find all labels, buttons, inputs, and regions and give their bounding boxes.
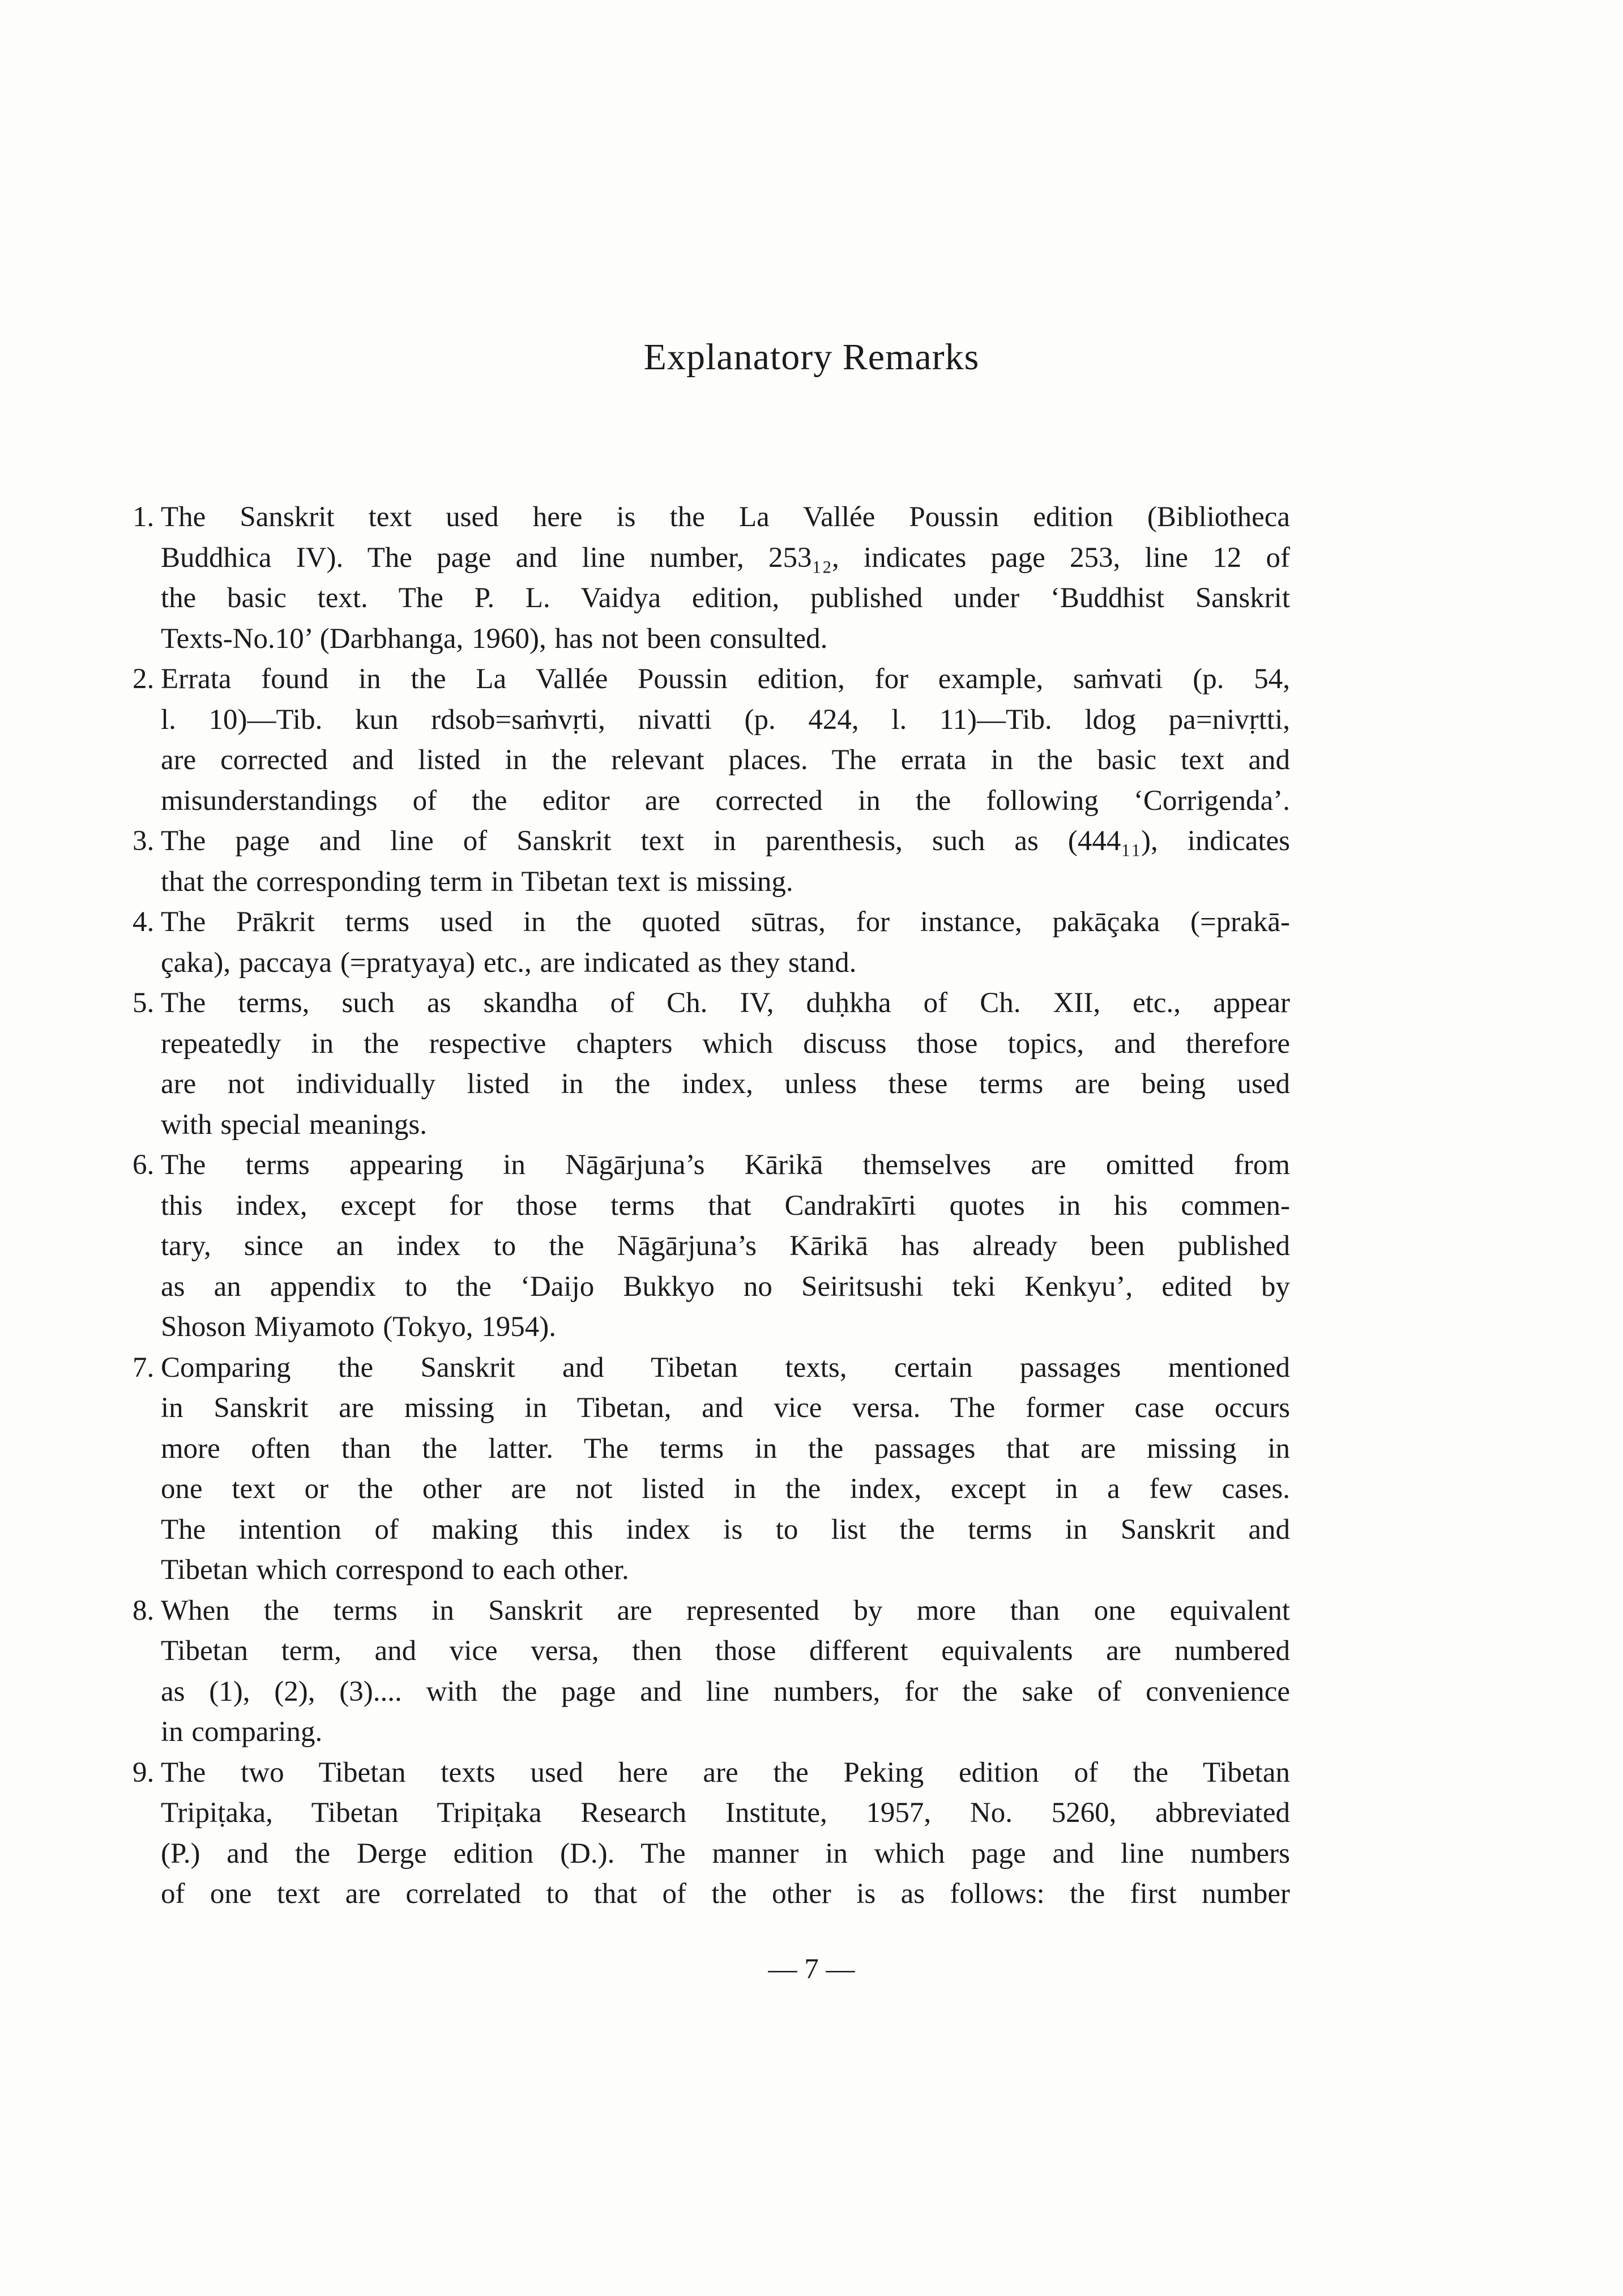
remark-line: with special meanings. bbox=[161, 1108, 427, 1141]
remark-line: çaka), paccaya (=pratyaya) etc., are indicated as they stand. bbox=[161, 946, 857, 979]
remark-line: in comparing. bbox=[161, 1716, 323, 1748]
remark-line: as (1), (2), (3).... with the page and line numbers, for the sake of convenience bbox=[161, 1675, 1290, 1708]
remark-number: 1. bbox=[133, 501, 155, 533]
remark-line: The Prākrit terms used in the quoted sūtras, for instance, pakāçaka (=prakā- bbox=[161, 906, 1290, 938]
remark-line: The terms appearing in Nāgārjuna’s Kārikā themselves are omitted from bbox=[161, 1149, 1290, 1181]
page-title: Explanatory Remarks bbox=[643, 336, 980, 378]
remark-line: are not individually listed in the index, unless these terms are being used bbox=[161, 1068, 1290, 1100]
remark-number: 3. bbox=[133, 825, 155, 857]
remark-item-6 bbox=[133, 1145, 1290, 1348]
remark-line: Tibetan term, and vice versa, then those different equivalents are numbered bbox=[161, 1635, 1290, 1667]
remark-line: this index, except for those terms that Candrakīrti quotes in his commen- bbox=[161, 1189, 1290, 1222]
remarks-list bbox=[133, 497, 1290, 1915]
remark-item-1 bbox=[133, 497, 1290, 659]
remark-line: tary, since an index to the Nāgārjuna’s Kārikā has already been published bbox=[161, 1230, 1290, 1262]
remark-line: Buddhica IV). The page and line number, 253₁₂, indicates page 253, line 12 of bbox=[161, 541, 1290, 574]
remark-number: 5. bbox=[133, 987, 155, 1019]
remark-item-4 bbox=[133, 902, 1290, 983]
remark-item-7 bbox=[133, 1348, 1290, 1591]
remark-line: repeatedly in the respective chapters which discuss those topics, and therefore bbox=[161, 1027, 1290, 1060]
remark-number: 2. bbox=[133, 663, 155, 695]
remark-line: the basic text. The P. L. Vaidya edition, published under ‘Buddhist Sanskrit bbox=[161, 582, 1290, 614]
remark-line: The two Tibetan texts used here are the Peking edition of the Tibetan bbox=[161, 1756, 1290, 1789]
remark-item-9 bbox=[133, 1753, 1290, 1915]
remark-line: one text or the other are not listed in the index, except in a few cases. bbox=[161, 1473, 1290, 1505]
remark-item-8 bbox=[133, 1591, 1290, 1753]
remark-line: The Sanskrit text used here is the La Vallée Poussin edition (Bibliotheca bbox=[161, 501, 1290, 533]
remark-line: of one text are correlated to that of the other is as follows: the first number bbox=[161, 1878, 1290, 1910]
remark-line: The terms, such as skandha of Ch. IV, duḥkha of Ch. XII, etc., appear bbox=[161, 987, 1290, 1019]
remark-item-5 bbox=[133, 983, 1290, 1145]
remark-number: 8. bbox=[133, 1594, 155, 1627]
remark-line: The page and line of Sanskrit text in parenthesis, such as (444₁₁), indicates bbox=[161, 825, 1290, 857]
remark-line: are corrected and listed in the relevant places. The errata in the basic text and bbox=[161, 744, 1290, 776]
remark-line: as an appendix to the ‘Daijo Bukkyo no Seiritsushi teki Kenkyu’, edited by bbox=[161, 1270, 1290, 1303]
remark-number: 4. bbox=[133, 906, 155, 938]
page-number: — 7 — bbox=[768, 1953, 855, 1985]
remark-number: 7. bbox=[133, 1351, 155, 1384]
remark-line: Comparing the Sanskrit and Tibetan texts, certain passages mentioned bbox=[161, 1351, 1290, 1384]
remark-line: Shoson Miyamoto (Tokyo, 1954). bbox=[161, 1311, 557, 1343]
remark-line: misunderstandings of the editor are corrected in the following ‘Corrigenda’. bbox=[161, 784, 1290, 817]
remark-line: Errata found in the La Vallée Poussin edition, for example, saṁvati (p. 54, bbox=[161, 663, 1290, 695]
remark-line: When the terms in Sanskrit are represented by more than one equivalent bbox=[161, 1594, 1290, 1627]
remark-item-3 bbox=[133, 821, 1290, 902]
remark-line: Tibetan which correspond to each other. bbox=[161, 1554, 629, 1586]
remark-number: 9. bbox=[133, 1756, 155, 1789]
remark-item-2 bbox=[133, 659, 1290, 821]
remark-line: l. 10)—Tib. kun rdsob=saṁvṛti, nivatti (p. 424, l. 11)—Tib. ldog pa=nivṛtti, bbox=[161, 703, 1290, 736]
remark-line: in Sanskrit are missing in Tibetan, and vice versa. The former case occurs bbox=[161, 1392, 1290, 1424]
remark-line: Tripiṭaka, Tibetan Tripiṭaka Research Institute, 1957, No. 5260, abbreviated bbox=[161, 1797, 1290, 1829]
remark-line: (P.) and the Derge edition (D.). The manner in which page and line numbers bbox=[161, 1837, 1290, 1870]
remark-number: 6. bbox=[133, 1149, 155, 1181]
remark-line: that the corresponding term in Tibetan text is missing. bbox=[161, 865, 793, 898]
remark-line: Texts-No.10’ (Darbhanga, 1960), has not been consulted. bbox=[161, 622, 828, 655]
remark-line: The intention of making this index is to list the terms in Sanskrit and bbox=[161, 1513, 1290, 1546]
remark-line: more often than the latter. The terms in the passages that are missing in bbox=[161, 1432, 1290, 1465]
